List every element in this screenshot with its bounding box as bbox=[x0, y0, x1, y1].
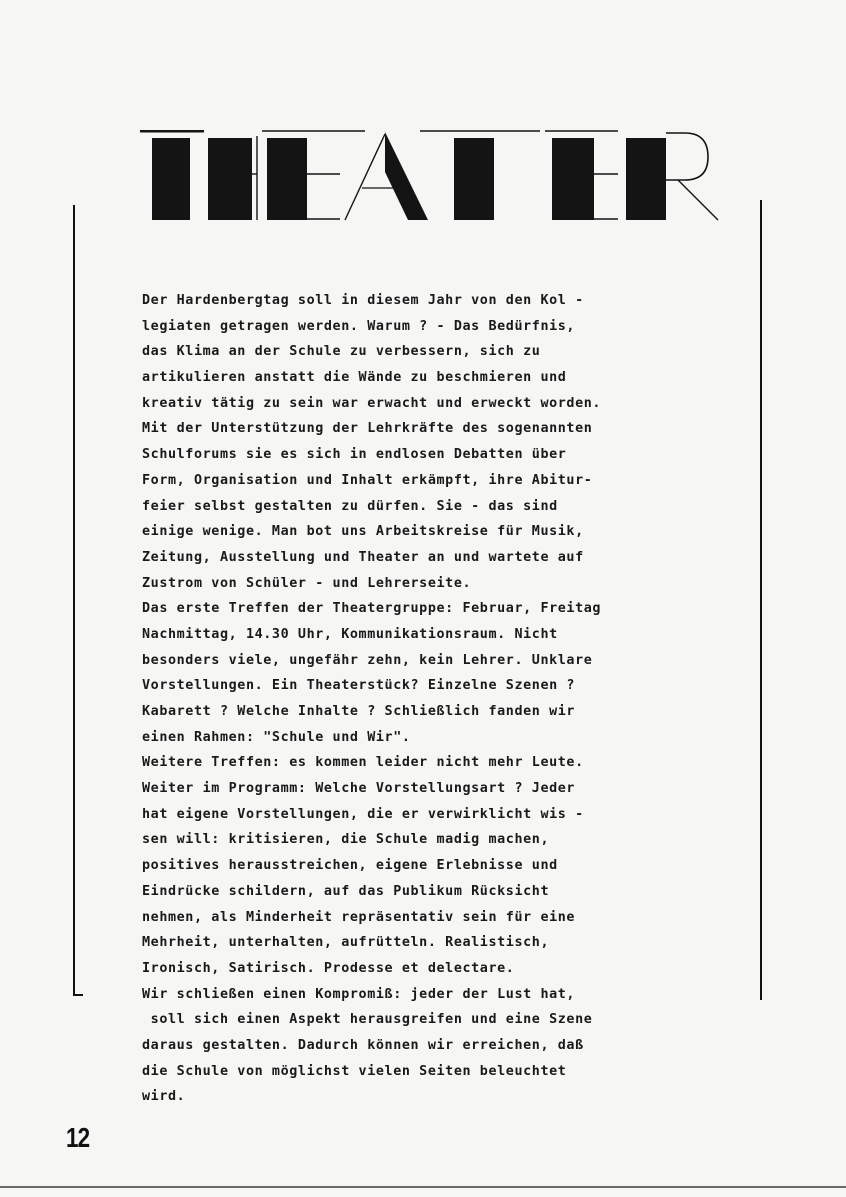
article-line: Weitere Treffen: es kommen leider nicht mehr Leute. bbox=[142, 755, 584, 771]
page-number: 12 bbox=[66, 1122, 90, 1153]
article-line: wird. bbox=[142, 1089, 186, 1105]
article-line: Mit der Unterstützung der Lehrkräfte des sogenannten bbox=[142, 421, 593, 437]
article-line: Eindrücke schildern, auf das Publikum Rücksicht bbox=[142, 883, 550, 899]
article-line: positives herausstreichen, eigene Erlebnisse und bbox=[142, 858, 558, 874]
frame-rule-left bbox=[73, 205, 75, 995]
title-lettering bbox=[140, 130, 720, 222]
article-line: Form, Organisation und Inhalt erkämpft, ihre Abitur- bbox=[142, 472, 593, 488]
article-line: kreativ tätig zu sein war erwacht und erweckt worden. bbox=[142, 395, 602, 411]
article-line: legiaten getragen werden. Warum ? - Das Bedürfnis, bbox=[142, 318, 576, 334]
article-title bbox=[140, 130, 720, 222]
article-line: einige wenige. Man bot uns Arbeitskreise für Musik, bbox=[142, 524, 584, 540]
article-line: Der Hardenbergtag soll in diesem Jahr von den Kol - bbox=[142, 293, 584, 308]
article-line: das Klima an der Schule zu verbessern, sich zu bbox=[142, 344, 541, 360]
article-line: nehmen, als Minderheit repräsentativ sein für eine bbox=[142, 909, 576, 925]
article-line: Ironisch, Satirisch. Prodesse et delectare. bbox=[142, 960, 515, 976]
article-line: Das erste Treffen der Theatergruppe: Februar, Freitag bbox=[142, 601, 602, 617]
page-edge bbox=[0, 1186, 846, 1188]
article-line: artikulieren anstatt die Wände zu beschmieren und bbox=[142, 370, 567, 386]
article-line: hat eigene Vorstellungen, die er verwirklicht wis - bbox=[142, 806, 584, 822]
article-line: Zeitung, Ausstellung und Theater an und wartete auf bbox=[142, 549, 584, 565]
article-line: soll sich einen Aspekt herausgreifen und eine Szene bbox=[142, 1012, 593, 1028]
article-line: Nachmittag, 14.30 Uhr, Kommunikationsraum. Nicht bbox=[142, 626, 558, 642]
article-body bbox=[142, 288, 702, 1110]
article-line: daraus gestalten. Dadurch können wir erreichen, daß bbox=[142, 1037, 584, 1053]
article-line: besonders viele, ungefähr zehn, kein Lehrer. Unklare bbox=[142, 652, 593, 668]
article-line: sen will: kritisieren, die Schule madig machen, bbox=[142, 832, 550, 848]
article-line: einen Rahmen: "Schule und Wir". bbox=[142, 729, 411, 745]
article-line: Kabarett ? Welche Inhalte ? Schließlich fanden wir bbox=[142, 704, 576, 719]
article-line: Mehrheit, unterhalten, aufrütteln. Realistisch, bbox=[142, 935, 550, 951]
article-line: Weiter im Programm: Welche Vorstellungsart ? Jeder bbox=[142, 781, 576, 797]
article-line: feier selbst gestalten zu dürfen. Sie - das sind bbox=[142, 498, 558, 514]
frame-rule-right bbox=[760, 200, 762, 1000]
frame-rule-left-foot bbox=[73, 994, 83, 996]
article-line: Wir schließen einen Kompromiß: jeder der Lust hat, bbox=[142, 986, 576, 1002]
article-line: die Schule von möglichst vielen Seiten beleuchtet bbox=[142, 1063, 567, 1079]
article-line: Schulforums sie es sich in endlosen Debatten über bbox=[142, 447, 567, 463]
article-line: Vorstellungen. Ein Theaterstück? Einzelne Szenen ? bbox=[142, 678, 576, 694]
article-line: Zustrom von Schüler - und Lehrerseite. bbox=[142, 575, 472, 591]
